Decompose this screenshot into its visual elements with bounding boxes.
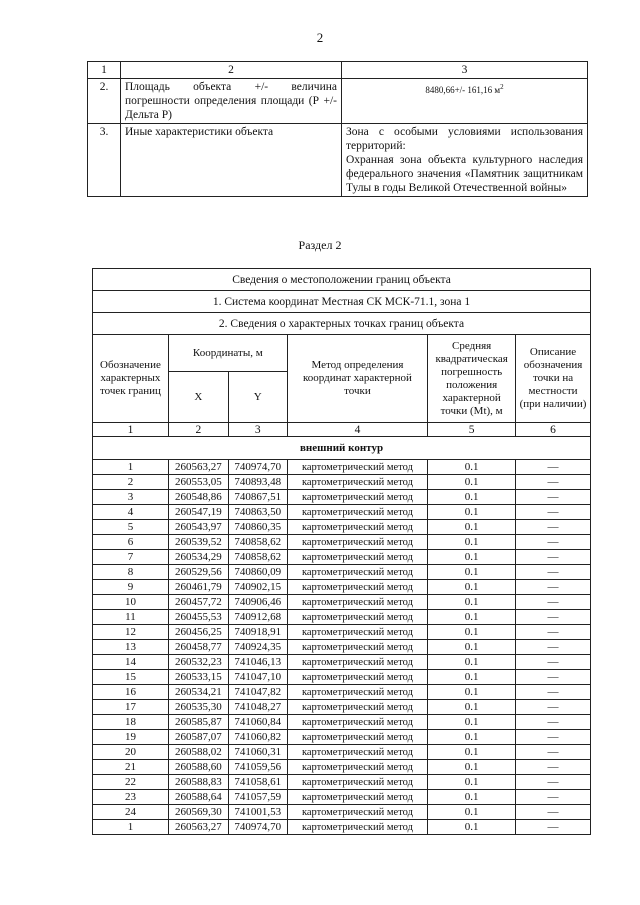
column-number: 2 bbox=[168, 423, 228, 437]
x-coordinate: 260588,83 bbox=[168, 775, 228, 790]
method-cell: картометрический метод bbox=[287, 475, 427, 490]
table-row bbox=[93, 670, 591, 685]
section-title: Раздел 2 bbox=[298, 238, 342, 252]
zone-type-text: Зона с особыми условиями использования территорий: bbox=[346, 126, 583, 152]
description-cell: — bbox=[516, 760, 591, 775]
x-coordinate: 260588,64 bbox=[168, 790, 228, 805]
method-cell: картометрический метод bbox=[287, 460, 427, 475]
row-label: Иные характеристики объекта bbox=[121, 124, 342, 197]
method-cell: картометрический метод bbox=[287, 775, 427, 790]
table-row bbox=[93, 805, 591, 820]
error-cell: 0.1 bbox=[428, 745, 516, 760]
method-cell: картометрический метод bbox=[287, 820, 427, 835]
y-coordinate: 740863,50 bbox=[228, 505, 287, 520]
coord-system: 1. Система координат Местная СК МСК-71.1, зона 1 bbox=[93, 291, 591, 313]
error-cell: 0.1 bbox=[428, 550, 516, 565]
method-cell: картометрический метод bbox=[287, 595, 427, 610]
error-cell: 0.1 bbox=[428, 700, 516, 715]
description-cell: — bbox=[516, 565, 591, 580]
x-coordinate: 260563,27 bbox=[168, 820, 228, 835]
point-number: 18 bbox=[93, 715, 169, 730]
point-number: 9 bbox=[93, 580, 169, 595]
table-row bbox=[93, 685, 591, 700]
description-cell: — bbox=[516, 640, 591, 655]
table-row bbox=[93, 580, 591, 595]
contour-row bbox=[93, 437, 591, 460]
error-cell: 0.1 bbox=[428, 535, 516, 550]
points-title-row bbox=[93, 313, 591, 335]
table-title-row bbox=[93, 269, 591, 291]
x-coordinate: 260532,23 bbox=[168, 655, 228, 670]
description-cell: — bbox=[516, 715, 591, 730]
y-header: Y bbox=[228, 372, 287, 423]
description-cell: — bbox=[516, 655, 591, 670]
y-coordinate: 740924,35 bbox=[228, 640, 287, 655]
method-cell: картометрический метод bbox=[287, 565, 427, 580]
error-cell: 0.1 bbox=[428, 790, 516, 805]
table-row bbox=[93, 550, 591, 565]
object-characteristics-table bbox=[87, 61, 588, 197]
error-cell: 0.1 bbox=[428, 640, 516, 655]
x-coordinate: 260529,56 bbox=[168, 565, 228, 580]
description-cell: — bbox=[516, 520, 591, 535]
method-cell: картометрический метод bbox=[287, 550, 427, 565]
error-cell: 0.1 bbox=[428, 820, 516, 835]
y-coordinate: 741057,59 bbox=[228, 790, 287, 805]
error-cell: 0.1 bbox=[428, 520, 516, 535]
point-number: 10 bbox=[93, 595, 169, 610]
x-coordinate: 260456,25 bbox=[168, 625, 228, 640]
table-row bbox=[93, 505, 591, 520]
error-cell: 0.1 bbox=[428, 670, 516, 685]
x-coordinate: 260455,53 bbox=[168, 610, 228, 625]
y-coordinate: 740974,70 bbox=[228, 460, 287, 475]
x-coordinate: 260588,02 bbox=[168, 745, 228, 760]
description-cell: — bbox=[516, 610, 591, 625]
description-cell: — bbox=[516, 685, 591, 700]
table-row bbox=[93, 640, 591, 655]
point-number: 12 bbox=[93, 625, 169, 640]
table-row bbox=[88, 124, 588, 197]
description-cell: — bbox=[516, 490, 591, 505]
y-coordinate: 740906,46 bbox=[228, 595, 287, 610]
y-coordinate: 741047,82 bbox=[228, 685, 287, 700]
y-coordinate: 740858,62 bbox=[228, 535, 287, 550]
point-number: 5 bbox=[93, 520, 169, 535]
description-cell: — bbox=[516, 505, 591, 520]
y-coordinate: 741060,31 bbox=[228, 745, 287, 760]
error-cell: 0.1 bbox=[428, 805, 516, 820]
method-cell: картометрический метод bbox=[287, 655, 427, 670]
method-cell: картометрический метод bbox=[287, 670, 427, 685]
method-cell: картометрический метод bbox=[287, 745, 427, 760]
point-number: 17 bbox=[93, 700, 169, 715]
x-coordinate: 260457,72 bbox=[168, 595, 228, 610]
point-number: 24 bbox=[93, 805, 169, 820]
description-header: Описание обозначения точки на местности (при наличии) bbox=[516, 335, 591, 423]
method-cell: картометрический метод bbox=[287, 520, 427, 535]
method-cell: картометрический метод bbox=[287, 505, 427, 520]
error-cell: 0.1 bbox=[428, 715, 516, 730]
table-row bbox=[93, 730, 591, 745]
coord-system-row bbox=[93, 291, 591, 313]
table-header-row bbox=[88, 62, 588, 79]
y-coordinate: 741060,82 bbox=[228, 730, 287, 745]
points-title: 2. Сведения о характерных точках границ объекта bbox=[93, 313, 591, 335]
x-coordinate: 260535,30 bbox=[168, 700, 228, 715]
point-number: 3 bbox=[93, 490, 169, 505]
error-cell: 0.1 bbox=[428, 655, 516, 670]
table-row bbox=[93, 820, 591, 835]
description-cell: — bbox=[516, 700, 591, 715]
method-cell: картометрический метод bbox=[287, 760, 427, 775]
description-cell: — bbox=[516, 550, 591, 565]
method-cell: картометрический метод bbox=[287, 685, 427, 700]
description-cell: — bbox=[516, 475, 591, 490]
error-header: Средняя квадратическая погрешность положения характерной точки (Mt), м bbox=[428, 335, 516, 423]
y-coordinate: 740974,70 bbox=[228, 820, 287, 835]
x-coordinate: 260588,60 bbox=[168, 760, 228, 775]
y-coordinate: 741047,10 bbox=[228, 670, 287, 685]
table-row bbox=[93, 655, 591, 670]
method-cell: картометрический метод bbox=[287, 640, 427, 655]
table-row bbox=[93, 790, 591, 805]
x-coordinate: 260587,07 bbox=[168, 730, 228, 745]
x-coordinate: 260461,79 bbox=[168, 580, 228, 595]
method-cell: картометрический метод bbox=[287, 805, 427, 820]
y-coordinate: 741059,56 bbox=[228, 760, 287, 775]
description-cell: — bbox=[516, 745, 591, 760]
error-cell: 0.1 bbox=[428, 775, 516, 790]
y-coordinate: 741001,53 bbox=[228, 805, 287, 820]
header-cell: 2 bbox=[121, 62, 342, 79]
row-number: 3. bbox=[88, 124, 121, 197]
y-coordinate: 741060,84 bbox=[228, 715, 287, 730]
row-value bbox=[342, 124, 588, 197]
x-coordinate: 260533,15 bbox=[168, 670, 228, 685]
description-cell: — bbox=[516, 580, 591, 595]
point-number: 15 bbox=[93, 670, 169, 685]
error-cell: 0.1 bbox=[428, 580, 516, 595]
error-cell: 0.1 bbox=[428, 610, 516, 625]
y-coordinate: 740858,62 bbox=[228, 550, 287, 565]
method-cell: картометрический метод bbox=[287, 790, 427, 805]
header-cell: 3 bbox=[342, 62, 588, 79]
header-cell: 1 bbox=[88, 62, 121, 79]
page-number: 2 bbox=[316, 30, 324, 45]
method-cell: картометрический метод bbox=[287, 700, 427, 715]
area-number: 8480,66+/- 161,16 м bbox=[425, 85, 501, 95]
description-cell: — bbox=[516, 730, 591, 745]
description-cell: — bbox=[516, 595, 591, 610]
table-row bbox=[93, 775, 591, 790]
y-coordinate: 740912,68 bbox=[228, 610, 287, 625]
table-row bbox=[88, 79, 588, 124]
description-cell: — bbox=[516, 535, 591, 550]
point-number: 13 bbox=[93, 640, 169, 655]
x-coordinate: 260569,30 bbox=[168, 805, 228, 820]
point-number: 1 bbox=[93, 460, 169, 475]
description-cell: — bbox=[516, 790, 591, 805]
description-cell: — bbox=[516, 670, 591, 685]
error-cell: 0.1 bbox=[428, 760, 516, 775]
table-row bbox=[93, 520, 591, 535]
column-number: 3 bbox=[228, 423, 287, 437]
point-number: 20 bbox=[93, 745, 169, 760]
description-cell: — bbox=[516, 820, 591, 835]
x-coordinate: 260547,19 bbox=[168, 505, 228, 520]
description-cell: — bbox=[516, 805, 591, 820]
table-title: Сведения о местоположении границ объекта bbox=[93, 269, 591, 291]
error-cell: 0.1 bbox=[428, 505, 516, 520]
y-coordinate: 740867,51 bbox=[228, 490, 287, 505]
x-coordinate: 260543,97 bbox=[168, 520, 228, 535]
error-cell: 0.1 bbox=[428, 625, 516, 640]
table-row bbox=[93, 535, 591, 550]
x-coordinate: 260553,05 bbox=[168, 475, 228, 490]
error-cell: 0.1 bbox=[428, 730, 516, 745]
y-coordinate: 740902,15 bbox=[228, 580, 287, 595]
description-cell: — bbox=[516, 460, 591, 475]
table-row bbox=[93, 595, 591, 610]
x-coordinate: 260534,21 bbox=[168, 685, 228, 700]
column-number: 5 bbox=[428, 423, 516, 437]
method-cell: картометрический метод bbox=[287, 610, 427, 625]
error-cell: 0.1 bbox=[428, 460, 516, 475]
area-value bbox=[342, 79, 588, 124]
y-coordinate: 740860,09 bbox=[228, 565, 287, 580]
table-row bbox=[93, 700, 591, 715]
method-cell: картометрический метод bbox=[287, 535, 427, 550]
y-coordinate: 740893,48 bbox=[228, 475, 287, 490]
point-number: 4 bbox=[93, 505, 169, 520]
y-coordinate: 740918,91 bbox=[228, 625, 287, 640]
y-coordinate: 741058,61 bbox=[228, 775, 287, 790]
point-number: 8 bbox=[93, 565, 169, 580]
description-cell: — bbox=[516, 625, 591, 640]
x-coordinate: 260458,77 bbox=[168, 640, 228, 655]
method-cell: картометрический метод bbox=[287, 580, 427, 595]
method-cell: картометрический метод bbox=[287, 625, 427, 640]
column-number: 4 bbox=[287, 423, 427, 437]
x-coordinate: 260539,52 bbox=[168, 535, 228, 550]
point-number: 21 bbox=[93, 760, 169, 775]
error-cell: 0.1 bbox=[428, 475, 516, 490]
point-number: 2 bbox=[93, 475, 169, 490]
error-cell: 0.1 bbox=[428, 685, 516, 700]
error-cell: 0.1 bbox=[428, 490, 516, 505]
x-coordinate: 260563,27 bbox=[168, 460, 228, 475]
point-number: 16 bbox=[93, 685, 169, 700]
error-cell: 0.1 bbox=[428, 565, 516, 580]
x-coordinate: 260585,87 bbox=[168, 715, 228, 730]
column-number: 1 bbox=[93, 423, 169, 437]
method-cell: картометрический метод bbox=[287, 730, 427, 745]
coords-header: Координаты, м bbox=[168, 335, 287, 372]
zone-description-text: Охранная зона объекта культурного наследия федерального значения «Памятник защитникам Тулы в годы Великой Отечественной войны» bbox=[346, 154, 583, 194]
area-unit-exponent: 2 bbox=[500, 83, 504, 91]
table-row bbox=[93, 460, 591, 475]
error-cell: 0.1 bbox=[428, 595, 516, 610]
point-number: 1 bbox=[93, 820, 169, 835]
column-numbers-row bbox=[93, 423, 591, 437]
method-cell: картометрический метод bbox=[287, 715, 427, 730]
point-number: 19 bbox=[93, 730, 169, 745]
header-row bbox=[93, 335, 591, 372]
point-number: 22 bbox=[93, 775, 169, 790]
point-number: 6 bbox=[93, 535, 169, 550]
designation-header: Обозначение характерных точек границ bbox=[93, 335, 169, 423]
point-number: 11 bbox=[93, 610, 169, 625]
column-number: 6 bbox=[516, 423, 591, 437]
table-row bbox=[93, 475, 591, 490]
contour-label: внешний контур bbox=[93, 437, 591, 460]
row-label: Площадь объекта +/- величина погрешности определения площади (Р +/- Дельта Р) bbox=[121, 79, 342, 124]
table-row bbox=[93, 610, 591, 625]
row-number: 2. bbox=[88, 79, 121, 124]
table-row bbox=[93, 760, 591, 775]
y-coordinate: 741046,13 bbox=[228, 655, 287, 670]
x-coordinate: 260548,86 bbox=[168, 490, 228, 505]
boundary-points-table bbox=[92, 268, 591, 835]
point-number: 7 bbox=[93, 550, 169, 565]
point-number: 14 bbox=[93, 655, 169, 670]
method-header: Метод определения координат характерной точки bbox=[287, 335, 427, 423]
table-row bbox=[93, 490, 591, 505]
table-row bbox=[93, 745, 591, 760]
x-coordinate: 260534,29 bbox=[168, 550, 228, 565]
description-cell: — bbox=[516, 775, 591, 790]
method-cell: картометрический метод bbox=[287, 490, 427, 505]
x-header: X bbox=[168, 372, 228, 423]
table-row bbox=[93, 625, 591, 640]
y-coordinate: 740860,35 bbox=[228, 520, 287, 535]
point-number: 23 bbox=[93, 790, 169, 805]
y-coordinate: 741048,27 bbox=[228, 700, 287, 715]
table-row bbox=[93, 565, 591, 580]
table-row bbox=[93, 715, 591, 730]
points-body bbox=[93, 460, 591, 835]
